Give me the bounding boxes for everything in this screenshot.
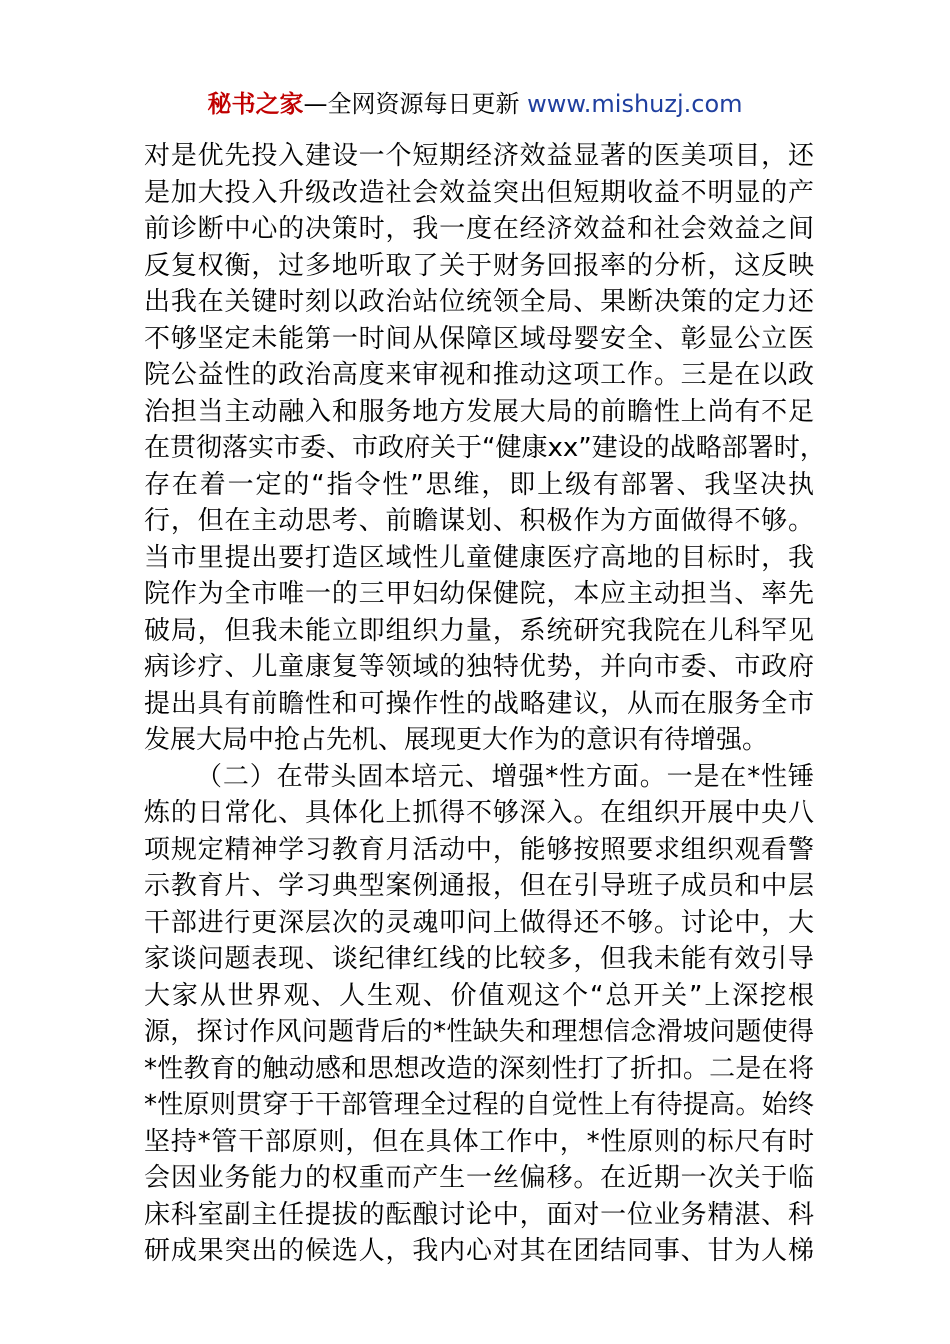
text-line: *性原则贯穿于干部管理全过程的自觉性上有待提高。始终 xyxy=(144,1090,814,1120)
header-url[interactable]: www.mishuzj.com xyxy=(527,90,743,118)
text-line: 示教育片、学习典型案例通报，但在引导班子成员和中层 xyxy=(144,871,814,901)
text-line: 是加大投入升级改造社会效益突出但短期收益不明显的产 xyxy=(144,177,814,208)
text-line: 源，探讨作风问题背后的*性缺失和理想信念滑坡问题使得 xyxy=(144,1017,814,1047)
text-line: 研成果突出的候选人，我内心对其在团结同事、甘为人梯 xyxy=(144,1236,814,1266)
text-line: 项规定精神学习教育月活动中，能够按照要求组织观看警 xyxy=(144,834,814,865)
text-line: *性教育的触动感和思想改造的深刻性打了折扣。二是在将 xyxy=(144,1053,814,1084)
text-line: 当市里提出要打造区域性儿童健康医疗高地的目标时，我 xyxy=(144,542,814,573)
text-line: 前诊断中心的决策时，我一度在经济效益和社会效益之间 xyxy=(144,214,814,244)
text-line: 反复权衡，过多地听取了关于财务回报率的分析，这反映 xyxy=(144,250,814,281)
text-line: 出我在关键时刻以政治站位统领全局、果断决策的定力还 xyxy=(144,287,814,317)
text-line: 大家从世界观、人生观、价值观这个“总开关”上深挖根 xyxy=(144,980,814,1011)
text-line: 家谈问题表现、谈纪律红线的比较多，但我未能有效引导 xyxy=(144,944,814,974)
text-line: 院作为全市唯一的三甲妇幼保健院，本应主动担当、率先 xyxy=(144,579,814,609)
text-line: 坚持*管干部原则，但在具体工作中，*性原则的标尺有时 xyxy=(144,1126,814,1157)
document-body xyxy=(144,138,826,1270)
paragraph-last-line: 发展大局中抢占先机、展现更大作为的意识有待增强。 xyxy=(144,725,769,755)
text-line: 行，但在主动思考、前瞻谋划、积极作为方面做得不够。 xyxy=(144,506,814,536)
text-line: 不够坚定未能第一时间从保障区域母婴安全、彰显公立医 xyxy=(144,323,814,354)
text-line: 炼的日常化、具体化上抓得不够深入。在组织开展中央八 xyxy=(144,798,814,828)
text-line: 存在着一定的“指令性”思维，即上级有部署、我坚决执 xyxy=(144,469,814,500)
section-heading-line: （二）在带头固本培元、增强*性方面。一是在*性锤 xyxy=(196,761,814,792)
text-line: 在贯彻落实市委、市政府关于“健康xx”建设的战略部署时， xyxy=(144,433,826,463)
header-slogan: —全网资源每日更新 xyxy=(303,90,528,118)
text-line: 床科室副主任提拔的酝酿讨论中，面对一位业务精湛、科 xyxy=(144,1199,814,1230)
text-line: 对是优先投入建设一个短期经济效益显著的医美项目，还 xyxy=(144,141,814,171)
text-line: 治担当主动融入和服务地方发展大局的前瞻性上尚有不足 xyxy=(144,396,814,427)
text-line: 病诊疗、儿童康复等领域的独特优势，并向市委、市政府 xyxy=(144,652,814,682)
page-header xyxy=(0,88,950,120)
text-line: 会因业务能力的权重而产生一丝偏移。在近期一次关于临 xyxy=(144,1163,814,1193)
brand-name: 秘书之家 xyxy=(207,90,304,118)
text-line: 院公益性的政治高度来审视和推动这项工作。三是在以政 xyxy=(144,360,814,390)
text-line: 破局，但我未能立即组织力量，系统研究我院在儿科罕见 xyxy=(144,615,814,646)
text-line: 提出具有前瞻性和可操作性的战略建议，从而在服务全市 xyxy=(144,688,814,719)
text-line: 干部进行更深层次的灵魂叩问上做得还不够。讨论中，大 xyxy=(144,907,814,938)
